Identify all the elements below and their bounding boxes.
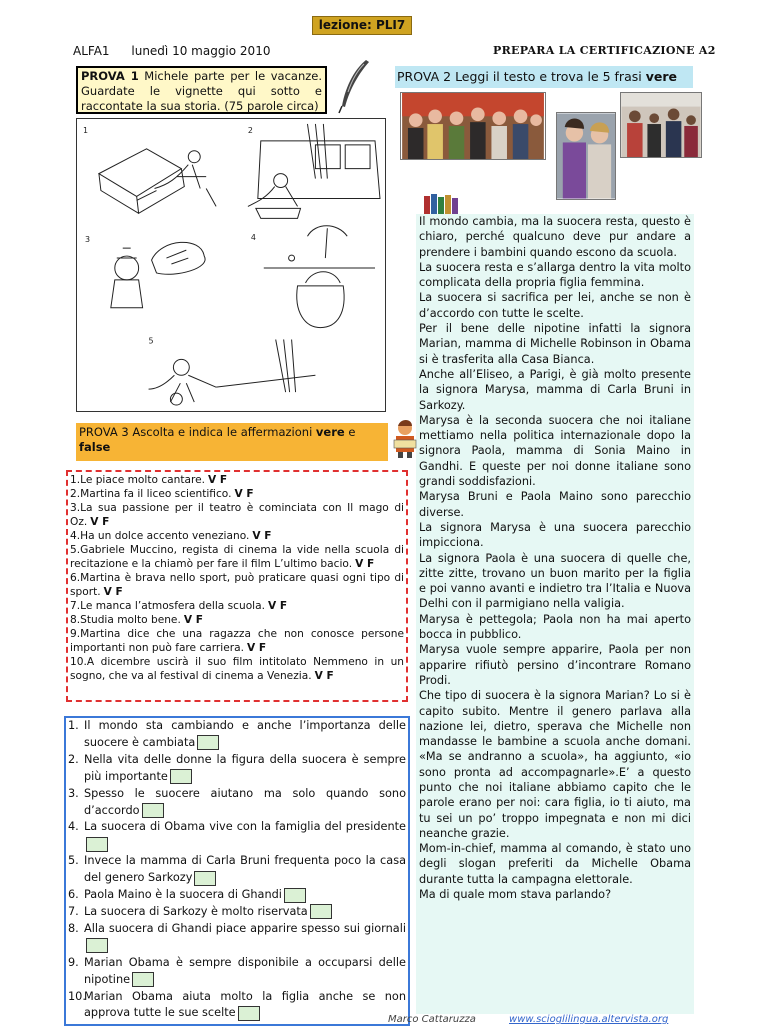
prova2-bold: vere (645, 69, 677, 84)
comic-strip (76, 118, 386, 412)
panel-label: 4 (250, 233, 256, 243)
vf-choice[interactable]: V F (183, 614, 203, 626)
statement-text: 10.A dicembre uscirà il suo film intitolato Nemmeno in un sogno, che va al festival di cinema a Venezia. (70, 656, 404, 682)
prova3-header (76, 423, 388, 461)
question-text: Marian Obama è sempre disponibile a occuparsi delle nipotine (84, 955, 406, 986)
article-paragraph: La suocera resta e s’allarga dentro la vita molto complicata della propria figlia femmina. (419, 260, 691, 290)
list-item (70, 529, 404, 543)
question-text: Il mondo sta cambiando e anche l’importanza delle suocere è cambiata (84, 719, 406, 749)
class-date-line (73, 44, 288, 58)
list-item (70, 655, 404, 683)
question-text: La suocera di Obama vive con la famiglia del presidente (84, 820, 406, 834)
prova1-instructions: Michele parte per le vacanze. Guardate le vignette qui sotto e raccontate la sua storia. (75 parole circa) (81, 69, 323, 113)
footer (388, 1014, 668, 1025)
prova3-and: e (348, 425, 356, 439)
vf-choice[interactable]: V F (355, 558, 375, 570)
article-paragraph: Mom-in-chief, mamma al comando, è stato uno degli slogan preferiti da Michelle Obama durante tutta la campagna elettorale. (419, 842, 691, 886)
question-number: 10. (68, 989, 86, 1003)
list-item (70, 473, 404, 487)
answer-checkbox[interactable] (170, 769, 192, 784)
quill-pen-icon (336, 58, 372, 114)
question-number: 3. (68, 786, 79, 800)
reading-child-icon (392, 418, 418, 458)
list-item (68, 904, 406, 921)
article-paragraph: La signora Paola è una suocera di quelle che, zitte zitte, trovano un buon marito per la figlia e poi vanno avanti e indietro tra l’Italia e Nuova Delhi con il parmigiano nella valigia. (419, 551, 691, 611)
question-number: 6. (68, 888, 79, 902)
vf-choice[interactable]: V F (314, 670, 334, 682)
photo-family (620, 92, 702, 158)
article-paragraph: Marysa Bruni e Paola Maino sono parecchio diverse. (419, 490, 691, 519)
prova1-label: PROVA 1 (81, 69, 139, 83)
lesson-badge: lezione: PLI7 (312, 16, 412, 35)
statement-text: 1.Le piace molto cantare. (70, 474, 206, 486)
class-name: ALFA1 (73, 44, 110, 58)
list-item (70, 571, 404, 599)
books-icon (422, 192, 462, 214)
article-paragraph: Marysa è pettegola; Paola non ha mai aperto bocca in pubblico. (419, 612, 691, 642)
answer-checkbox[interactable] (238, 1006, 260, 1021)
lesson-date: lunedì 10 maggio 2010 (131, 44, 271, 58)
list-item (68, 752, 406, 786)
article-paragraph: La signora Marysa è una suocera parecchio impicciona. (419, 520, 691, 550)
statement-text: 9.Martina dice che una ragazza che non conosce persone importanti non può fare carriera. (70, 628, 404, 654)
vf-choice[interactable]: V F (234, 488, 254, 500)
statement-text: 8.Studia molto bene. (70, 614, 181, 626)
vf-choice[interactable]: V F (90, 516, 110, 528)
question-number: 5. (68, 854, 79, 868)
comic-drawing (77, 119, 385, 411)
panel-label: 5 (148, 336, 154, 346)
prova3-label: PROVA 3 (79, 425, 129, 439)
article-paragraph: Il mondo cambia, ma la suocera resta, questo è chiaro, perché qualcuno deve pur andare a prendere i bambini quando escono da scuola. (419, 215, 691, 259)
prova2-header (395, 66, 693, 88)
list-item (68, 718, 406, 752)
question-number: 2. (68, 752, 79, 766)
answer-checkbox[interactable] (310, 904, 332, 919)
vf-choice[interactable]: V F (246, 642, 267, 654)
panel-label: 2 (247, 125, 253, 135)
photo-two-women (556, 112, 616, 200)
prova3-bold-false: false (79, 440, 111, 454)
answer-checkbox[interactable] (194, 871, 216, 886)
question-text: La suocera di Sarkozy è molto riservata (84, 904, 308, 918)
prova1-box (76, 66, 327, 114)
list-item (70, 627, 404, 655)
answer-checkbox[interactable] (142, 803, 164, 818)
article-paragraph: Marysa vuole sempre apparire, Paola per non apparire rifiutò persino d’incontrare Romano Prodi. (419, 643, 691, 687)
list-item (70, 599, 404, 613)
article-paragraph: Che tipo di suocera è la signora Marian? Lo si è capito subito. Mentre il genero parlava alla nazione lei, dietro, sperava che Michelle non mandasse le bambine a scuola anche domani. «Ma se andranno a scuola», ha aggiunto, «io sono pronta ad accompagnarle».E’ a questo punto che noi italiane abbiamo capito che le parole erano per noi: cara figlia, io ti aiuto, ma tu sei un po’ troppo impegnata e non mi dici neanche grazie. (419, 689, 691, 840)
statement-text: 2.Martina fa il liceo scientifico. (70, 488, 232, 500)
question-text: Alla suocera di Ghandi piace apparire spesso sui giornali (84, 921, 406, 935)
true-false-list (66, 470, 408, 702)
question-text: Paola Maino è la suocera di Ghandi (84, 888, 282, 902)
list-item (68, 819, 406, 853)
footer-link[interactable]: www.scioglilingua.altervista.org (509, 1014, 669, 1025)
question-number: 1. (68, 719, 79, 732)
prova2-instructions: Leggi il testo e trova le 5 frasi (455, 69, 642, 84)
list-item (70, 487, 404, 501)
answer-checkbox[interactable] (86, 938, 108, 953)
statement-text: 3.La sua passione per il teatro è cominciata con Il mago di Oz. (70, 502, 404, 528)
article-paragraph: Anche all’Eliseo, a Parigi, è già molto presente la signora Marysa, mamma di Carla Bruni in Sarkozy. (419, 367, 691, 412)
answer-checkbox[interactable] (284, 888, 306, 903)
statement-text: 5.Gabriele Muccino, regista di cinema la vide nella scuola di recitazione e la chiamò per fare il film L’ultimo bacio. (70, 544, 404, 570)
footer-author: Marco Cattaruzza (388, 1014, 476, 1025)
statement-text: 7.Le manca l’atmosfera della scuola. (70, 600, 265, 612)
list-item (68, 921, 406, 955)
list-item (68, 853, 406, 887)
panel-label: 1 (83, 125, 89, 135)
page-title: PREPARA LA CERTIFICAZIONE A2 (493, 44, 716, 57)
question-number: 9. (68, 955, 79, 969)
prova3-bold-vere: vere (315, 425, 345, 439)
answer-checkbox[interactable] (197, 735, 219, 750)
article-paragraph: Per il bene delle nipotine infatti la signora Marian, mamma di Michelle Robinson in Obama si è trasferita alla Casa Bianca. (419, 322, 691, 366)
prova2-label: PROVA 2 (397, 69, 452, 84)
article-paragraph: Ma di quale mom stava parlando? (419, 888, 612, 902)
photo-group-women (400, 92, 546, 160)
list-item (68, 786, 406, 820)
list-item (68, 955, 406, 989)
statement-text: 4.Ha un dolce accento veneziano. (70, 530, 250, 542)
article-paragraph: La suocera si sacrifica per lei, anche se non è d’accordo con tutte le scelte. (419, 291, 691, 320)
answer-checkbox[interactable] (86, 837, 108, 852)
article-paragraph: Marysa è la seconda suocera che noi italiane mettiamo nella politica internazionale dopo la signora Paola, mamma di Sonia Maino in Gandhi. E queste per noi donne italiane sono grandi soddisfazioni. (419, 413, 691, 489)
vf-choice[interactable]: V F (252, 530, 272, 542)
question-text: Spesso le suocere aiutano ma solo quando sono d’accordo (84, 786, 406, 817)
vf-choice[interactable]: V F (268, 600, 288, 612)
statement-text: 6.Martina è brava nello sport, può praticare quasi ogni tipo di sport. (70, 572, 404, 598)
prova3-instructions: Ascolta e indica le affermazioni (132, 425, 313, 439)
question-text: Nella vita delle donne la figura della suocera è sempre più importante (84, 752, 406, 783)
question-number: 7. (68, 904, 79, 918)
panel-label: 3 (85, 235, 91, 245)
vf-choice[interactable]: V F (208, 474, 228, 486)
list-item (70, 613, 404, 627)
article-text (416, 214, 694, 1014)
vf-choice[interactable]: V F (103, 586, 123, 598)
true-statements-list (64, 716, 410, 1026)
list-item (68, 887, 406, 904)
list-item (68, 989, 406, 1023)
list-item (70, 543, 404, 571)
question-number: 4. (68, 820, 79, 834)
question-text: Marian Obama aiuta molto la figlia anche se non approva tutte le sue scelte (84, 989, 406, 1020)
question-number: 8. (68, 921, 79, 935)
answer-checkbox[interactable] (132, 972, 154, 987)
question-text: Invece la mamma di Carla Bruni frequenta poco la casa del genero Sarkozy (84, 854, 406, 885)
list-item (70, 501, 404, 529)
